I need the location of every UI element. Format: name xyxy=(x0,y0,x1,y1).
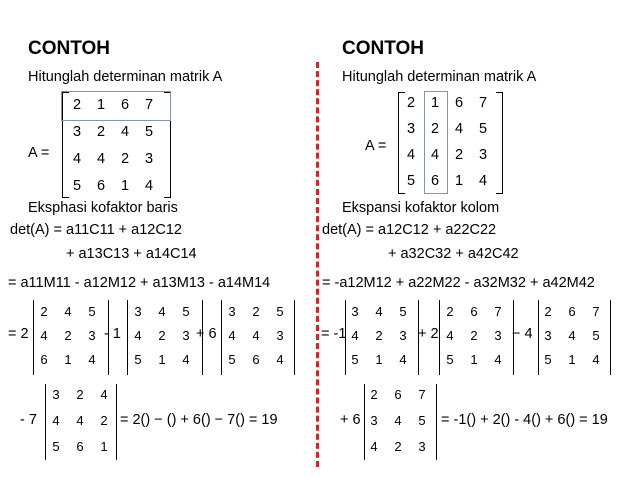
minor-cell: 5 xyxy=(182,304,190,319)
right-last-op: + 6 xyxy=(340,412,361,428)
determinant-bar xyxy=(294,300,295,375)
determinant-bar xyxy=(436,384,437,460)
minor-cell: 1 xyxy=(100,439,108,454)
minor-cell: 3 xyxy=(134,304,142,319)
matrix-cell: 3 xyxy=(144,151,154,167)
determinant-bar xyxy=(127,300,128,375)
minor-cell: 3 xyxy=(182,328,190,343)
minor-cell: 5 xyxy=(399,304,407,319)
left-result: = 2() − () + 6() − 7() = 19 xyxy=(120,412,278,428)
matrix-cell: 4 xyxy=(454,121,464,137)
matrix-cell: 6 xyxy=(454,95,464,111)
minor-cell: 5 xyxy=(418,413,426,428)
determinant-bar xyxy=(116,384,117,460)
matrix-cell: 2 xyxy=(430,121,440,137)
minor-cell: 5 xyxy=(88,304,96,319)
minor-cell: 7 xyxy=(592,304,600,319)
center-dashed-divider xyxy=(316,62,319,467)
minor-cell: 4 xyxy=(494,352,502,367)
matrix-cell: 1 xyxy=(120,178,130,194)
minor-cell: 6 xyxy=(470,304,478,319)
minor-cell: 4 xyxy=(399,352,407,367)
minor-cell: 2 xyxy=(64,328,72,343)
determinant-bar xyxy=(45,384,46,460)
matrix-cell: 1 xyxy=(430,95,440,111)
minor-cell: 4 xyxy=(100,387,108,402)
minor-cell: 2 xyxy=(446,304,454,319)
determinant-bar xyxy=(610,300,611,375)
left-det-line3: = a11M11 - a12M12 + a13M13 - a14M14 xyxy=(8,275,271,291)
matrix-cell: 1 xyxy=(96,97,106,113)
minor-cell: 4 xyxy=(375,304,383,319)
minor-cell: 4 xyxy=(276,352,284,367)
left-op-3: + 6 xyxy=(196,326,217,342)
right-op-1: = -1 xyxy=(321,326,347,342)
minor-cell: 6 xyxy=(568,304,576,319)
matrix-cell: 5 xyxy=(406,173,416,189)
determinant-bar xyxy=(33,300,34,375)
determinant-bar xyxy=(538,300,539,375)
right-det-line1: det(A) = a12C12 + a22C22 xyxy=(322,222,497,238)
minor-cell: 1 xyxy=(470,352,478,367)
matrix-cell: 7 xyxy=(144,97,154,113)
matrix-cell: 4 xyxy=(478,173,488,189)
left-expansion-label: Eksphasi kofaktor baris xyxy=(28,200,178,216)
left-det-line2: + a13C13 + a14C14 xyxy=(66,246,197,262)
determinant-bar xyxy=(439,300,440,375)
determinant-bar xyxy=(364,384,365,460)
minor-cell: 5 xyxy=(228,352,236,367)
matrix-cell: 2 xyxy=(120,151,130,167)
matrix-cell: 1 xyxy=(454,173,464,189)
minor-cell: 5 xyxy=(52,439,60,454)
minor-cell: 1 xyxy=(568,352,576,367)
minor-cell: 1 xyxy=(158,352,166,367)
left-op-2: - 1 xyxy=(104,326,121,342)
minor-cell: 4 xyxy=(76,413,84,428)
minor-cell: 6 xyxy=(40,352,48,367)
matrix-cell: 2 xyxy=(72,97,82,113)
matrix-cell: 6 xyxy=(430,173,440,189)
minor-cell: 4 xyxy=(40,328,48,343)
minor-cell: 2 xyxy=(158,328,166,343)
minor-cell: 6 xyxy=(252,352,260,367)
minor-cell: 5 xyxy=(134,352,142,367)
minor-cell: 4 xyxy=(394,413,402,428)
minor-cell: 4 xyxy=(351,328,359,343)
minor-cell: 1 xyxy=(64,352,72,367)
matrix-cell: 4 xyxy=(72,151,82,167)
minor-cell: 4 xyxy=(88,352,96,367)
minor-cell: 4 xyxy=(182,352,190,367)
matrix-cell: 5 xyxy=(144,124,154,140)
matrix-cell: 4 xyxy=(406,147,416,163)
matrix-cell: 4 xyxy=(96,151,106,167)
right-a-label: A = xyxy=(365,138,387,154)
minor-cell: 4 xyxy=(568,328,576,343)
minor-cell: 2 xyxy=(252,304,260,319)
right-det-line3: = -a12M12 + a22M22 - a32M32 + a42M42 xyxy=(322,275,595,291)
minor-cell: 7 xyxy=(494,304,502,319)
minor-cell: 4 xyxy=(228,328,236,343)
right-matrix-bracket-right xyxy=(496,92,503,194)
left-subtitle: Hitunglah determinan matrik A xyxy=(28,69,223,85)
minor-cell: 4 xyxy=(252,328,260,343)
minor-cell: 5 xyxy=(544,352,552,367)
left-title: CONTOH xyxy=(28,38,110,59)
right-expansion-label: Ekspansi kofaktor kolom xyxy=(342,200,500,216)
minor-cell: 2 xyxy=(76,387,84,402)
minor-cell: 2 xyxy=(370,387,378,402)
matrix-cell: 6 xyxy=(96,178,106,194)
matrix-cell: 4 xyxy=(120,124,130,140)
matrix-cell: 5 xyxy=(478,121,488,137)
determinant-bar xyxy=(345,300,346,375)
minor-cell: 5 xyxy=(276,304,284,319)
left-op-1: = 2 xyxy=(8,326,29,342)
minor-cell: 2 xyxy=(100,413,108,428)
minor-cell: 2 xyxy=(470,328,478,343)
minor-cell: 5 xyxy=(351,352,359,367)
right-op-2: + 2 xyxy=(418,326,439,342)
left-a-label: A = xyxy=(28,145,50,161)
minor-cell: 4 xyxy=(134,328,142,343)
minor-cell: 3 xyxy=(351,304,359,319)
minor-cell: 3 xyxy=(52,387,60,402)
minor-cell: 2 xyxy=(375,328,383,343)
minor-cell: 2 xyxy=(544,304,552,319)
minor-cell: 5 xyxy=(592,328,600,343)
minor-cell: 4 xyxy=(52,413,60,428)
determinant-bar xyxy=(221,300,222,375)
minor-cell: 3 xyxy=(228,304,236,319)
minor-cell: 3 xyxy=(399,328,407,343)
matrix-cell: 4 xyxy=(430,147,440,163)
minor-cell: 2 xyxy=(40,304,48,319)
minor-cell: 6 xyxy=(394,387,402,402)
matrix-cell: 3 xyxy=(72,124,82,140)
minor-cell: 7 xyxy=(418,387,426,402)
minor-cell: 2 xyxy=(394,439,402,454)
right-subtitle: Hitunglah determinan matrik A xyxy=(342,69,537,85)
minor-cell: 3 xyxy=(370,413,378,428)
right-op-3: − 4 xyxy=(512,326,533,342)
matrix-cell: 6 xyxy=(120,97,130,113)
matrix-cell: 4 xyxy=(144,178,154,194)
minor-cell: 4 xyxy=(64,304,72,319)
right-result: = -1() + 2() - 4() + 6() = 19 xyxy=(441,412,608,428)
left-last-op: - 7 xyxy=(20,412,37,428)
matrix-cell: 5 xyxy=(72,178,82,194)
minor-cell: 4 xyxy=(158,304,166,319)
minor-cell: 3 xyxy=(494,328,502,343)
left-det-line1: det(A) = a11C11 + a12C12 xyxy=(10,222,182,238)
minor-cell: 5 xyxy=(446,352,454,367)
minor-cell: 1 xyxy=(375,352,383,367)
minor-cell: 4 xyxy=(370,439,378,454)
matrix-cell: 2 xyxy=(454,147,464,163)
minor-cell: 3 xyxy=(544,328,552,343)
minor-cell: 4 xyxy=(446,328,454,343)
matrix-cell: 3 xyxy=(406,121,416,137)
matrix-cell: 7 xyxy=(478,95,488,111)
minor-cell: 3 xyxy=(418,439,426,454)
matrix-cell: 2 xyxy=(406,95,416,111)
right-title: CONTOH xyxy=(342,38,424,59)
minor-cell: 3 xyxy=(276,328,284,343)
right-det-line2: + a32C32 + a42C42 xyxy=(388,246,519,262)
minor-cell: 6 xyxy=(76,439,84,454)
matrix-cell: 2 xyxy=(96,124,106,140)
matrix-cell: 3 xyxy=(478,147,488,163)
minor-cell: 4 xyxy=(592,352,600,367)
minor-cell: 3 xyxy=(88,328,96,343)
